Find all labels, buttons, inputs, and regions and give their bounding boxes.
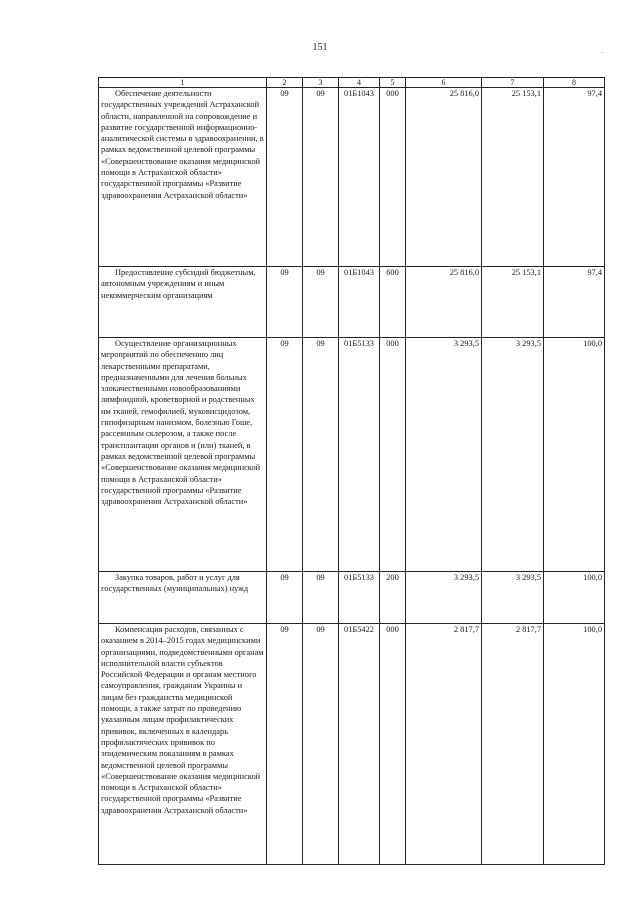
column-header-4: 4	[339, 78, 380, 88]
column-header-1: 1	[99, 78, 267, 88]
subsection-code: 09	[303, 88, 339, 267]
target-article-code: 01Б5133	[339, 338, 380, 572]
execution-percent: 100,0	[544, 624, 605, 865]
expense-type-code: 200	[380, 572, 406, 624]
expense-type-code: 600	[380, 267, 406, 338]
column-header-7: 7	[482, 78, 544, 88]
column-header-2: 2	[267, 78, 303, 88]
table-header-row	[99, 78, 605, 88]
column-header-8: 8	[544, 78, 605, 88]
planned-amount: 2 817,7	[406, 624, 482, 865]
execution-percent: 100,0	[544, 572, 605, 624]
planned-amount: 25 816,0	[406, 267, 482, 338]
execution-percent: 100,0	[544, 338, 605, 572]
expense-type-code: 000	[380, 624, 406, 865]
column-header-5: 5	[380, 78, 406, 88]
budget-table	[98, 77, 605, 865]
table-row	[99, 88, 605, 267]
table-row	[99, 338, 605, 572]
section-code: 09	[267, 338, 303, 572]
section-code: 09	[267, 267, 303, 338]
row-name: Закупка товаров, работ и услуг для государственных (муниципальных) нужд	[99, 572, 267, 624]
section-code: 09	[267, 88, 303, 267]
row-name: Компенсация расходов, связанных с оказанием в 2014–2015 годах медицинскими организациями, подведомственными органам исполнительной власти субъектов Российской Федерации и органам местного самоуправления, гражданам Украины и лицам без гражданства медицинской помощи, а также затрат по проведению указанным лицам профилактических прививок, включенных в календарь профилактических прививок по эпидемическим показаниям в рамках ведомственной целевой программы «Совершенствование оказания медицинской помощи в Астраханской области» государственной программы «Развитие здравоохранения Астраханской области»	[99, 624, 267, 865]
stray-mark: .	[601, 46, 603, 55]
table-row	[99, 572, 605, 624]
subsection-code: 09	[303, 267, 339, 338]
executed-amount: 3 293,5	[482, 338, 544, 572]
table-row	[99, 267, 605, 338]
subsection-code: 09	[303, 338, 339, 572]
target-article-code: 01Б1043	[339, 267, 380, 338]
executed-amount: 2 817,7	[482, 624, 544, 865]
planned-amount: 3 293,5	[406, 572, 482, 624]
subsection-code: 09	[303, 572, 339, 624]
table-row	[99, 624, 605, 865]
row-name: Предоставление субсидий бюджетным, автономным учреждениям и иным некоммерческим организациям	[99, 267, 267, 338]
expense-type-code: 000	[380, 338, 406, 572]
execution-percent: 97,4	[544, 88, 605, 267]
target-article-code: 01Б1043	[339, 88, 380, 267]
execution-percent: 97,4	[544, 267, 605, 338]
planned-amount: 25 816,0	[406, 88, 482, 267]
column-header-3: 3	[303, 78, 339, 88]
target-article-code: 01Б5422	[339, 624, 380, 865]
planned-amount: 3 293,5	[406, 338, 482, 572]
target-article-code: 01Б5133	[339, 572, 380, 624]
row-name: Обеспечение деятельности государственных учреждений Астраханской области, направленной на сопровождение и развитие государственной информационно-аналитической системы в здравоохранении, в рамках ведомственной целевой программы «Совершенствование оказания медицинской помощи в Астраханской области» государственной программы «Развитие здравоохранения Астраханской области»	[99, 88, 267, 267]
subsection-code: 09	[303, 624, 339, 865]
executed-amount: 3 293,5	[482, 572, 544, 624]
section-code: 09	[267, 624, 303, 865]
executed-amount: 25 153,1	[482, 88, 544, 267]
column-header-6: 6	[406, 78, 482, 88]
section-code: 09	[267, 572, 303, 624]
executed-amount: 25 153,1	[482, 267, 544, 338]
expense-type-code: 000	[380, 88, 406, 267]
row-name: Осуществление организационных мероприятий по обеспечению лиц лекарственными препаратами, предназначенными для лечения больных злокачественными новообразованиями лимфоидной, кроветворной и родственных им тканей, гемофилией, муковисцидозом, гипофизарным нанизмом, болезнью Гоше, рассеянным склерозом, а также после трансплантации органов и (или) тканей, в рамках ведомственной целевой программы «Совершенствование оказания медицинской помощи в Астраханской области» государственной программы «Развитие здравоохранения Астраханской области»	[99, 338, 267, 572]
page-number: 151	[312, 42, 328, 53]
